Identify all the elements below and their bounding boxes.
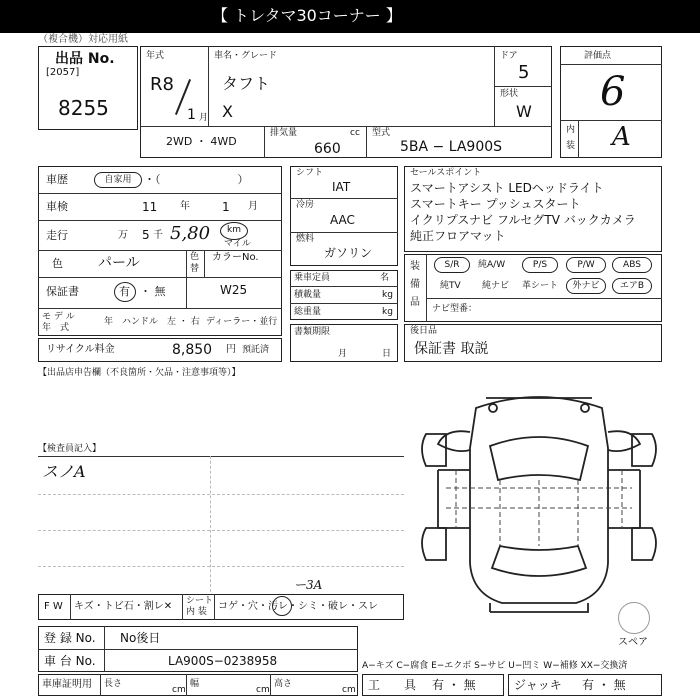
year-label: 年式 <box>146 51 165 61</box>
jack-label: ジャッキ <box>514 678 562 692</box>
color-change-bottom: 替 <box>190 264 200 274</box>
equip-aftermarket-navi: 外ナビ <box>566 278 606 294</box>
color-label: 色 <box>52 257 63 270</box>
history-rest: ・（ ） <box>144 173 249 186</box>
door-value: 5 <box>518 62 530 83</box>
model-year-bottom: 年 式 <box>42 323 70 333</box>
cert-label: 車庫証明用 <box>42 679 92 690</box>
tools-value: 有 ・ 無 <box>432 678 476 692</box>
mileage-sen-num: 5 <box>142 228 150 242</box>
car-name: タフト <box>222 74 271 93</box>
spare-tire-icon <box>618 602 650 634</box>
equip-abs: ABS <box>612 257 652 273</box>
car-left-rear-wheel <box>422 528 446 560</box>
car-damage-diagram <box>416 388 662 622</box>
car-right-rear-wheel <box>632 528 656 560</box>
score-value: 6 <box>600 69 626 115</box>
history-label: 車歴 <box>46 173 68 186</box>
seat-label-top: シート <box>186 596 214 606</box>
equip-sunroof: S/R <box>434 257 470 273</box>
model-year-unit: 年 <box>104 317 114 327</box>
car-grade: X <box>222 102 233 121</box>
model-year-top: モ デ ル <box>42 312 75 322</box>
tools-label: 工 具 <box>368 678 417 692</box>
model-label: 型式 <box>372 128 391 138</box>
inspector-hand-note: スノA <box>42 462 86 481</box>
mileage-hand: 5,80 <box>170 223 211 244</box>
mileage-sen: 千 <box>153 230 163 241</box>
equip-alloy-wheel: 純A/W <box>478 260 506 270</box>
inspection-month-unit: 月 <box>248 201 258 212</box>
color-change-top: 色 <box>190 252 200 262</box>
capacity-label: 乗車定員 <box>294 273 331 283</box>
lot-stamp: [2057] <box>46 67 80 78</box>
shape-label: 形状 <box>500 89 519 99</box>
jack-value: 有 ・ 無 <box>582 678 626 692</box>
car-rear-bumper <box>490 603 588 612</box>
load-unit: kg <box>382 290 393 300</box>
spare-label: スペア <box>618 637 648 648</box>
cert-height: 高さ <box>274 679 293 689</box>
cert-length: 長さ <box>104 679 123 689</box>
drive-options: 2WD ・ 4WD <box>166 135 237 148</box>
car-label: 車名・グレード <box>214 51 278 61</box>
cert-width: 幅 <box>190 679 200 689</box>
year-month-unit: 月 <box>199 113 209 123</box>
equipment-label-mid: 備 <box>410 279 420 290</box>
equip-tv: 純TV <box>440 281 461 291</box>
inspector-top-line <box>38 456 404 457</box>
sales-point-2: スマートキー プッシュスタート <box>410 197 581 211</box>
capacity-unit: 名 <box>380 273 390 283</box>
model-value: 5BA − LA900S <box>400 139 503 155</box>
papers-month: 月 <box>338 349 348 359</box>
shift-label: シフト <box>296 168 324 178</box>
mileage-man: 万 <box>118 230 128 241</box>
warranty-rest: ・ 無 <box>140 285 166 298</box>
history-circled: 自家用 <box>94 172 142 188</box>
chassis-value: LA900S−0238958 <box>168 654 278 668</box>
color-value: パール <box>98 255 140 271</box>
chassis-label: 車 台 No. <box>44 654 96 668</box>
inspection-label: 車検 <box>46 200 68 213</box>
seat-stain-circle <box>272 596 292 616</box>
shift-value: IAT <box>332 180 351 194</box>
model-year-dealer: ディーラー・並行 <box>206 317 278 327</box>
interior-value: A <box>612 122 631 152</box>
sales-point-1: スマートアシスト LEDヘッドライト <box>410 181 604 195</box>
later-day-label: 後日品 <box>410 326 438 336</box>
fuel-label: 燃料 <box>296 234 315 244</box>
lot-label: 出品 No. <box>55 51 115 67</box>
door-label: ドア <box>500 51 518 61</box>
registration-value: No後日 <box>120 631 161 645</box>
color-no-label: カラーNo. <box>212 252 259 263</box>
details-box <box>38 166 282 336</box>
papers-day: 日 <box>382 349 392 359</box>
equip-power-steering: P/S <box>522 257 558 273</box>
fuel-value: ガソリン <box>324 246 373 260</box>
recycle-note: 預託済 <box>242 345 270 355</box>
year-month: 1 <box>187 107 196 123</box>
inspection-year-unit: 年 <box>180 201 190 212</box>
car-rear-window <box>492 546 586 576</box>
model-year-handle: ハンドル 左 ・ 右 <box>122 317 200 327</box>
sales-point-4: 純正フロアマット <box>410 229 506 243</box>
warranty-yes: 有 <box>119 285 130 298</box>
seller-notes-label: 【出品店申告欄（不良箇所・欠品・注意事項等）】 <box>38 368 241 378</box>
banner-title: 【 トレタマ30コーナー 】 <box>212 6 402 25</box>
interior-label-bottom: 装 <box>566 141 576 151</box>
registration-label: 登 録 No. <box>44 631 96 645</box>
equip-navi: 純ナビ <box>482 281 510 291</box>
recycle-value: 8,850 <box>172 342 213 358</box>
displacement-value: 660 <box>314 141 341 157</box>
warranty-label: 保証書 <box>46 285 79 298</box>
fw-label: F W <box>44 601 63 612</box>
year-era: R8 <box>150 74 174 95</box>
car-front-right-marker <box>581 404 589 412</box>
recycle-label: リサイクル料金 <box>46 344 115 355</box>
load-label: 積載量 <box>294 290 322 300</box>
sales-point-3: イクリプスナビ フルセグTV バックカメラ <box>410 213 636 227</box>
displacement-label: 排気量 <box>270 128 298 138</box>
form-kind: （複合機）対応用紙 <box>38 34 128 45</box>
later-day-value: 保証書 取説 <box>414 341 489 357</box>
equip-airbag: エアB <box>612 278 652 294</box>
ac-label: 冷房 <box>296 200 315 210</box>
equipment-label-bottom: 品 <box>410 297 420 308</box>
inspection-month: 1 <box>222 200 230 214</box>
equip-power-window: P/W <box>566 257 606 273</box>
papers-label: 書類期限 <box>294 327 331 337</box>
sales-points-label: セールスポイント <box>410 168 482 178</box>
weight-label: 総重量 <box>294 307 322 317</box>
equipment-label-top: 装 <box>410 261 420 272</box>
car-right-side <box>608 470 640 528</box>
shape-value: W <box>516 102 532 121</box>
score-label: 評価点 <box>584 51 612 61</box>
fw-hand-mark: ー3A <box>294 578 323 592</box>
damage-legend: A−キズ C−腐食 E−エクボ S−サビ U−凹ミ W−補修 XX−交換済 <box>362 661 628 671</box>
color-no-value: W25 <box>220 283 248 297</box>
seat-label-bottom: 内 装 <box>186 607 207 617</box>
cert-length-unit: cm <box>172 685 186 695</box>
car-windshield <box>490 437 588 480</box>
cert-width-unit: cm <box>256 685 270 695</box>
inspection-year: 11 <box>142 200 158 214</box>
mileage-label: 走行 <box>46 229 68 242</box>
interior-label-top: 内 <box>566 125 576 135</box>
displacement-unit: cc <box>350 128 360 138</box>
car-left-side <box>438 470 470 528</box>
mileage-km: km <box>227 225 241 235</box>
recycle-unit: 円 <box>226 344 236 355</box>
car-panel-lines <box>446 470 632 546</box>
lot-number: 8255 <box>58 96 109 120</box>
mileage-mile: マイル <box>224 239 251 249</box>
equip-leather: 革シート <box>522 281 559 291</box>
car-front-left-marker <box>489 404 497 412</box>
weight-unit: kg <box>382 307 393 317</box>
fw-items: キズ・トビ石・割レ✕ <box>74 601 173 612</box>
ac-value: AAC <box>330 213 355 227</box>
seat-items: コゲ・穴・汚レ・シミ・破レ・スレ <box>218 601 378 612</box>
inspector-label: 【検査員記入】 <box>38 444 102 454</box>
navi-model-label: ナビ型番： <box>432 304 478 314</box>
cert-height-unit: cm <box>342 685 356 695</box>
